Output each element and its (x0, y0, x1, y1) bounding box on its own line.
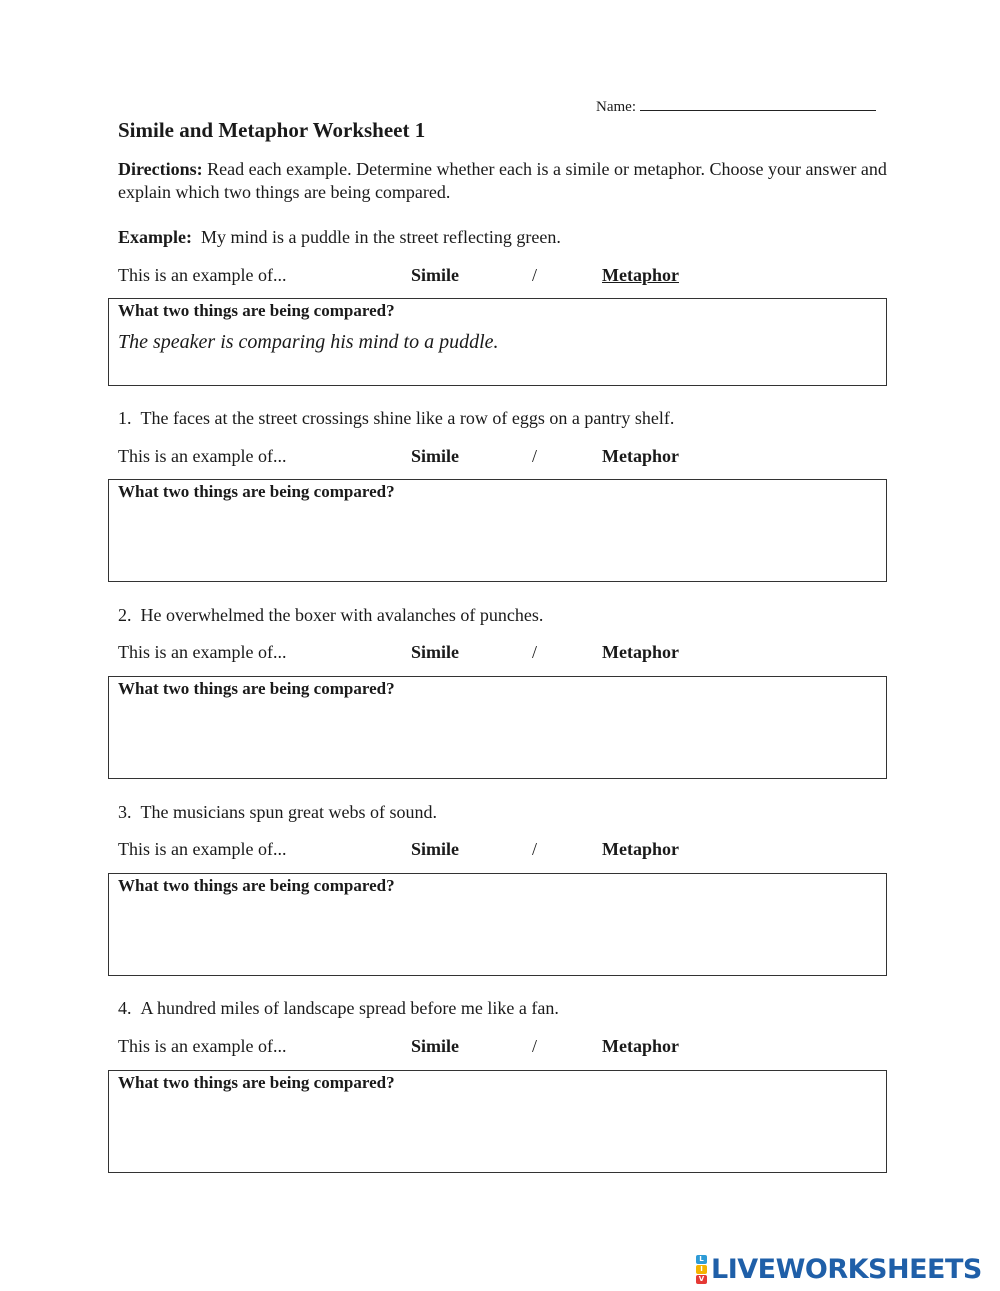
metaphor-option[interactable]: Metaphor (602, 1036, 679, 1056)
logo-text: LIVEWORKSHEETS (711, 1253, 982, 1285)
question-3-text: The musicians spun great webs of sound. (140, 802, 437, 822)
liveworksheets-logo (696, 1252, 982, 1286)
simile-option[interactable]: Simile (411, 642, 459, 662)
simile-option[interactable]: Simile (411, 446, 459, 466)
choice-prefix: This is an example of... (118, 265, 287, 285)
example-answer-text: The speaker is comparing his mind to a puddle. (118, 331, 499, 353)
name-field (596, 99, 876, 116)
question-3-sentence (118, 802, 437, 823)
box-prompt: What two things are being compared? (118, 679, 395, 698)
logo-mark-icon (696, 1255, 707, 1284)
simile-option[interactable]: Simile (411, 1036, 459, 1056)
logo-mark-letter: V (696, 1275, 707, 1284)
choice-separator: / (532, 265, 538, 285)
choice-separator: / (532, 642, 538, 662)
directions-label: Directions: (118, 159, 203, 179)
question-1-sentence (118, 408, 674, 429)
example-text: My mind is a puddle in the street reflecting green. (192, 227, 561, 247)
logo-mark-letter: I (696, 1265, 707, 1274)
question-1-answer-box[interactable] (108, 479, 887, 582)
metaphor-option-selected[interactable]: Metaphor (602, 265, 679, 285)
box-prompt: What two things are being compared? (118, 876, 395, 895)
question-3-answer-box[interactable] (108, 873, 887, 976)
name-label: Name: (596, 99, 636, 115)
question-2-text: He overwhelmed the boxer with avalanches of punches. (140, 605, 544, 625)
choice-prefix: This is an example of... (118, 446, 287, 466)
question-4-choice-row (118, 1036, 888, 1060)
choice-separator: / (532, 446, 538, 466)
question-4-text: A hundred miles of landscape spread before me like a fan. (140, 998, 559, 1018)
question-4-answer-box[interactable] (108, 1070, 887, 1173)
metaphor-option[interactable]: Metaphor (602, 839, 679, 859)
box-prompt: What two things are being compared? (118, 482, 395, 501)
question-3-number: 3. (118, 802, 132, 822)
choice-prefix: This is an example of... (118, 1036, 287, 1056)
name-blank-line[interactable] (640, 109, 876, 111)
directions-text: Read each example. Determine whether each is a simile or metaphor. Choose your answer and explain which two things are being compared. (118, 159, 887, 202)
simile-option[interactable]: Simile (411, 839, 459, 859)
directions (118, 158, 888, 204)
simile-option[interactable]: Simile (411, 265, 459, 285)
metaphor-option[interactable]: Metaphor (602, 642, 679, 662)
example-sentence (118, 227, 561, 248)
question-2-sentence (118, 605, 543, 626)
question-3-choice-row (118, 839, 888, 863)
box-prompt: What two things are being compared? (118, 1073, 395, 1092)
question-2-answer-box[interactable] (108, 676, 887, 779)
question-4-number: 4. (118, 998, 132, 1018)
question-2-number: 2. (118, 605, 132, 625)
question-1-number: 1. (118, 408, 132, 428)
question-1-text: The faces at the street crossings shine like a row of eggs on a pantry shelf. (140, 408, 675, 428)
question-4-sentence (118, 998, 559, 1019)
question-1-choice-row (118, 446, 888, 470)
box-prompt: What two things are being compared? (118, 301, 395, 320)
choice-separator: / (532, 1036, 538, 1056)
worksheet-title: Simile and Metaphor Worksheet 1 (118, 118, 426, 142)
logo-mark-letter: L (696, 1255, 707, 1264)
choice-prefix: This is an example of... (118, 839, 287, 859)
example-answer-box (108, 298, 887, 386)
choice-separator: / (532, 839, 538, 859)
example-label: Example: (118, 227, 192, 247)
example-choice-row (118, 265, 888, 289)
metaphor-option[interactable]: Metaphor (602, 446, 679, 466)
choice-prefix: This is an example of... (118, 642, 287, 662)
question-2-choice-row (118, 642, 888, 666)
